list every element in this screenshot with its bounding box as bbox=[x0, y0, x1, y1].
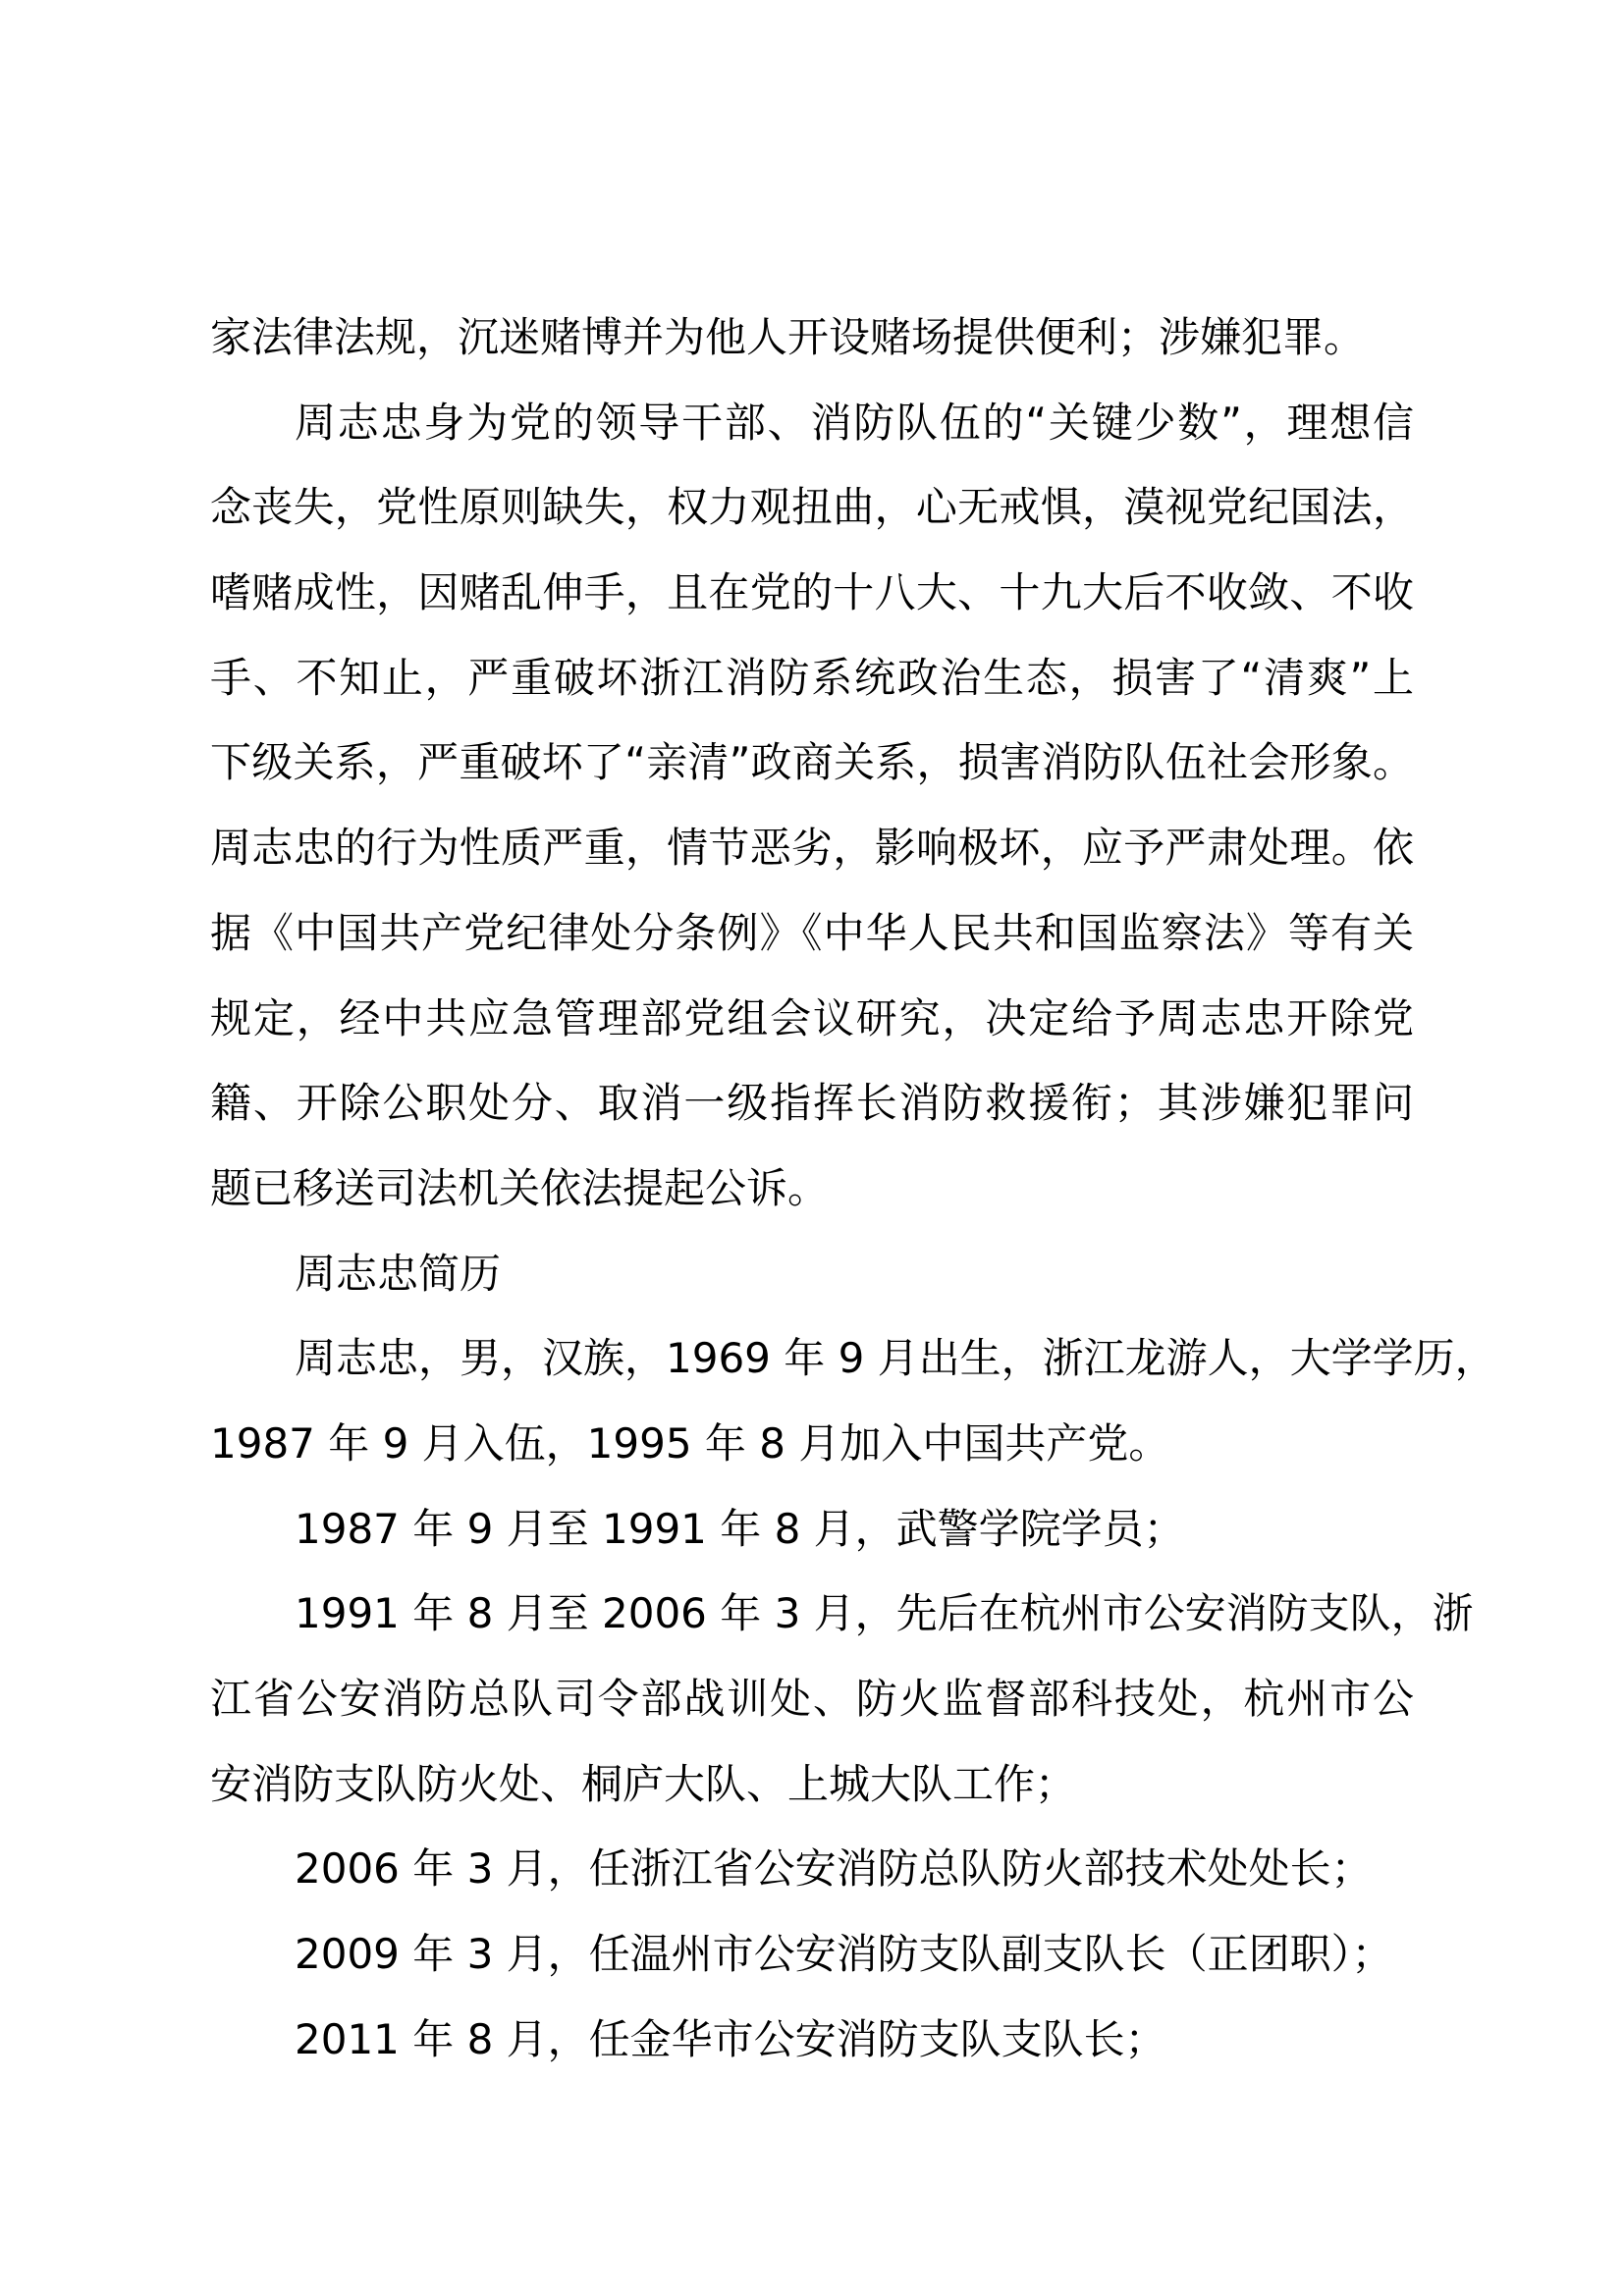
resume-entry: 2011 年 8 月，任金华市公安消防支队支队长； bbox=[295, 2014, 1166, 2063]
resume-entry: 2009 年 3 月，任温州市公安消防支队副支队长（正团职）； bbox=[295, 1930, 1393, 1979]
resume-entry: 1987 年 9 月至 1991 年 8 月，武警学院学员； bbox=[295, 1504, 1185, 1553]
paragraph-line: 周志忠身为党的领导干部、消防队伍的“关键少数”，理想信 bbox=[295, 398, 1414, 447]
paragraph-line: 题已移送司法机关依法提起公诉。 bbox=[210, 1163, 830, 1212]
paragraph-line: 1987 年 9 月入伍，1995 年 8 月加入中国共产党。 bbox=[210, 1418, 1170, 1468]
document-body bbox=[210, 308, 1496, 2095]
paragraph-line: 下级关系，严重破坏了“亲清”政商关系，损害消防队伍社会形象。 bbox=[210, 738, 1414, 787]
paragraph-line: 手、不知止，严重破坏浙江消防系统政治生态，损害了“清爽”上 bbox=[210, 653, 1414, 702]
paragraph-line: 周志忠的行为性质严重，情节恶劣，影响极坏，应予严肃处理。依 bbox=[210, 824, 1414, 873]
paragraph-line: 籍、开除公职处分、取消一级指挥长消防救援衔；其涉嫌犯罪问 bbox=[210, 1079, 1414, 1128]
section-heading-resume: 周志忠简历 bbox=[295, 1249, 502, 1298]
resume-entry: 2006 年 3 月，任浙江省公安消防总队防火部技术处处长； bbox=[295, 1844, 1373, 1894]
resume-entry-continued: 安消防支队防火处、桐庐大队、上城大队工作； bbox=[210, 1759, 1077, 1808]
resume-entry-continued: 江省公安消防总队司令部战训处、防火监督部科技处，杭州市公 bbox=[210, 1675, 1414, 1723]
paragraph-line: 据《中国共产党纪律处分条例》《中华人民共和国监察法》等有关 bbox=[210, 908, 1414, 957]
paragraph-line: 家法律法规，沉迷赌博并为他人开设赌场提供便利；涉嫌犯罪。 bbox=[210, 313, 1366, 361]
paragraph-line: 规定，经中共应急管理部党组会议研究，决定给予周志忠开除党 bbox=[210, 993, 1414, 1042]
paragraph-line: 周志忠，男，汉族，1969 年 9 月出生，浙江龙游人，大学学历， bbox=[295, 1334, 1496, 1383]
paragraph-line: 念丧失，党性原则缺失，权力观扭曲，心无戒惧，漠视党纪国法， bbox=[210, 483, 1414, 532]
resume-entry: 1991 年 8 月至 2006 年 3 月，先后在杭州市公安消防支队，浙 bbox=[295, 1589, 1474, 1638]
paragraph-line: 嗜赌成性，因赌乱伸手，且在党的十八大、十九大后不收敛、不收 bbox=[210, 568, 1414, 617]
